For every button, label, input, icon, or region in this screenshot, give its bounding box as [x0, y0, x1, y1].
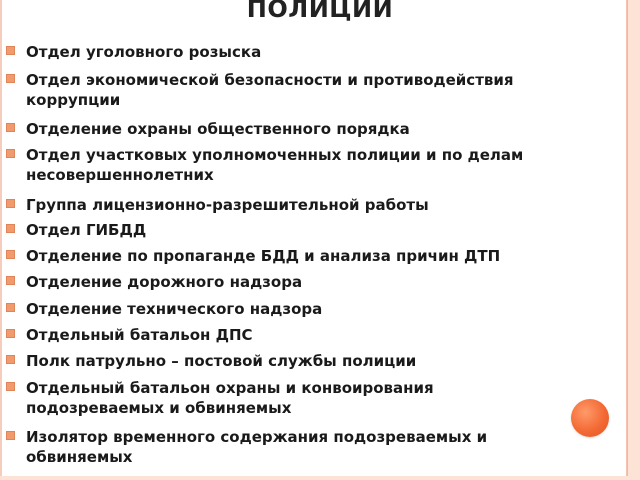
bullet-icon [6, 250, 15, 259]
list-item-text: Изолятор временного содержания подозреваемых и обвиняемых [26, 428, 488, 466]
bullet-icon [6, 276, 15, 285]
accent-circle-icon [571, 399, 609, 437]
bullet-icon [6, 329, 15, 338]
slide-title: ПОЛИЦИИ [246, 0, 394, 23]
bullet-icon [6, 431, 15, 440]
list-item-text: Отдел уголовного розыска [26, 43, 262, 61]
list-item-text: Отделение технического надзора [26, 300, 323, 318]
bullet-icon [6, 123, 15, 132]
bullet-icon [6, 74, 15, 83]
list-item-text: Отдел ГИБДД [26, 221, 147, 239]
bullet-icon [6, 149, 15, 158]
list-item-text: Отдел участковых уполномоченных полиции и по делам несовершеннолетних [26, 146, 524, 184]
list-item-text: Группа лицензионно-разрешительной работы [26, 196, 429, 214]
list-item-text: Полк патрульно – постовой службы полиции [26, 352, 417, 370]
slide-frame-right [627, 0, 640, 480]
bullet-icon [6, 303, 15, 312]
bullet-icon [6, 199, 15, 208]
list-item-text: Отдельный батальон ДПС [26, 326, 253, 344]
list-item-text: Отдел экономической безопасности и противодействия коррупции [26, 71, 514, 109]
bullet-icon [6, 382, 15, 391]
list-item-text: Отделение дорожного надзора [26, 273, 303, 291]
bullet-icon [6, 46, 15, 55]
slide-frame-left [0, 0, 2, 480]
slide-frame-bottom [0, 476, 640, 480]
list-item-text: Отделение по пропаганде БДД и анализа причин ДТП [26, 247, 501, 265]
list-item-text: Отделение охраны общественного порядка [26, 120, 410, 138]
bullet-icon [6, 224, 15, 233]
list-item-text: Отдельный батальон охраны и конвоирования подозреваемых и обвиняемых [26, 379, 434, 417]
bullet-icon [6, 355, 15, 364]
